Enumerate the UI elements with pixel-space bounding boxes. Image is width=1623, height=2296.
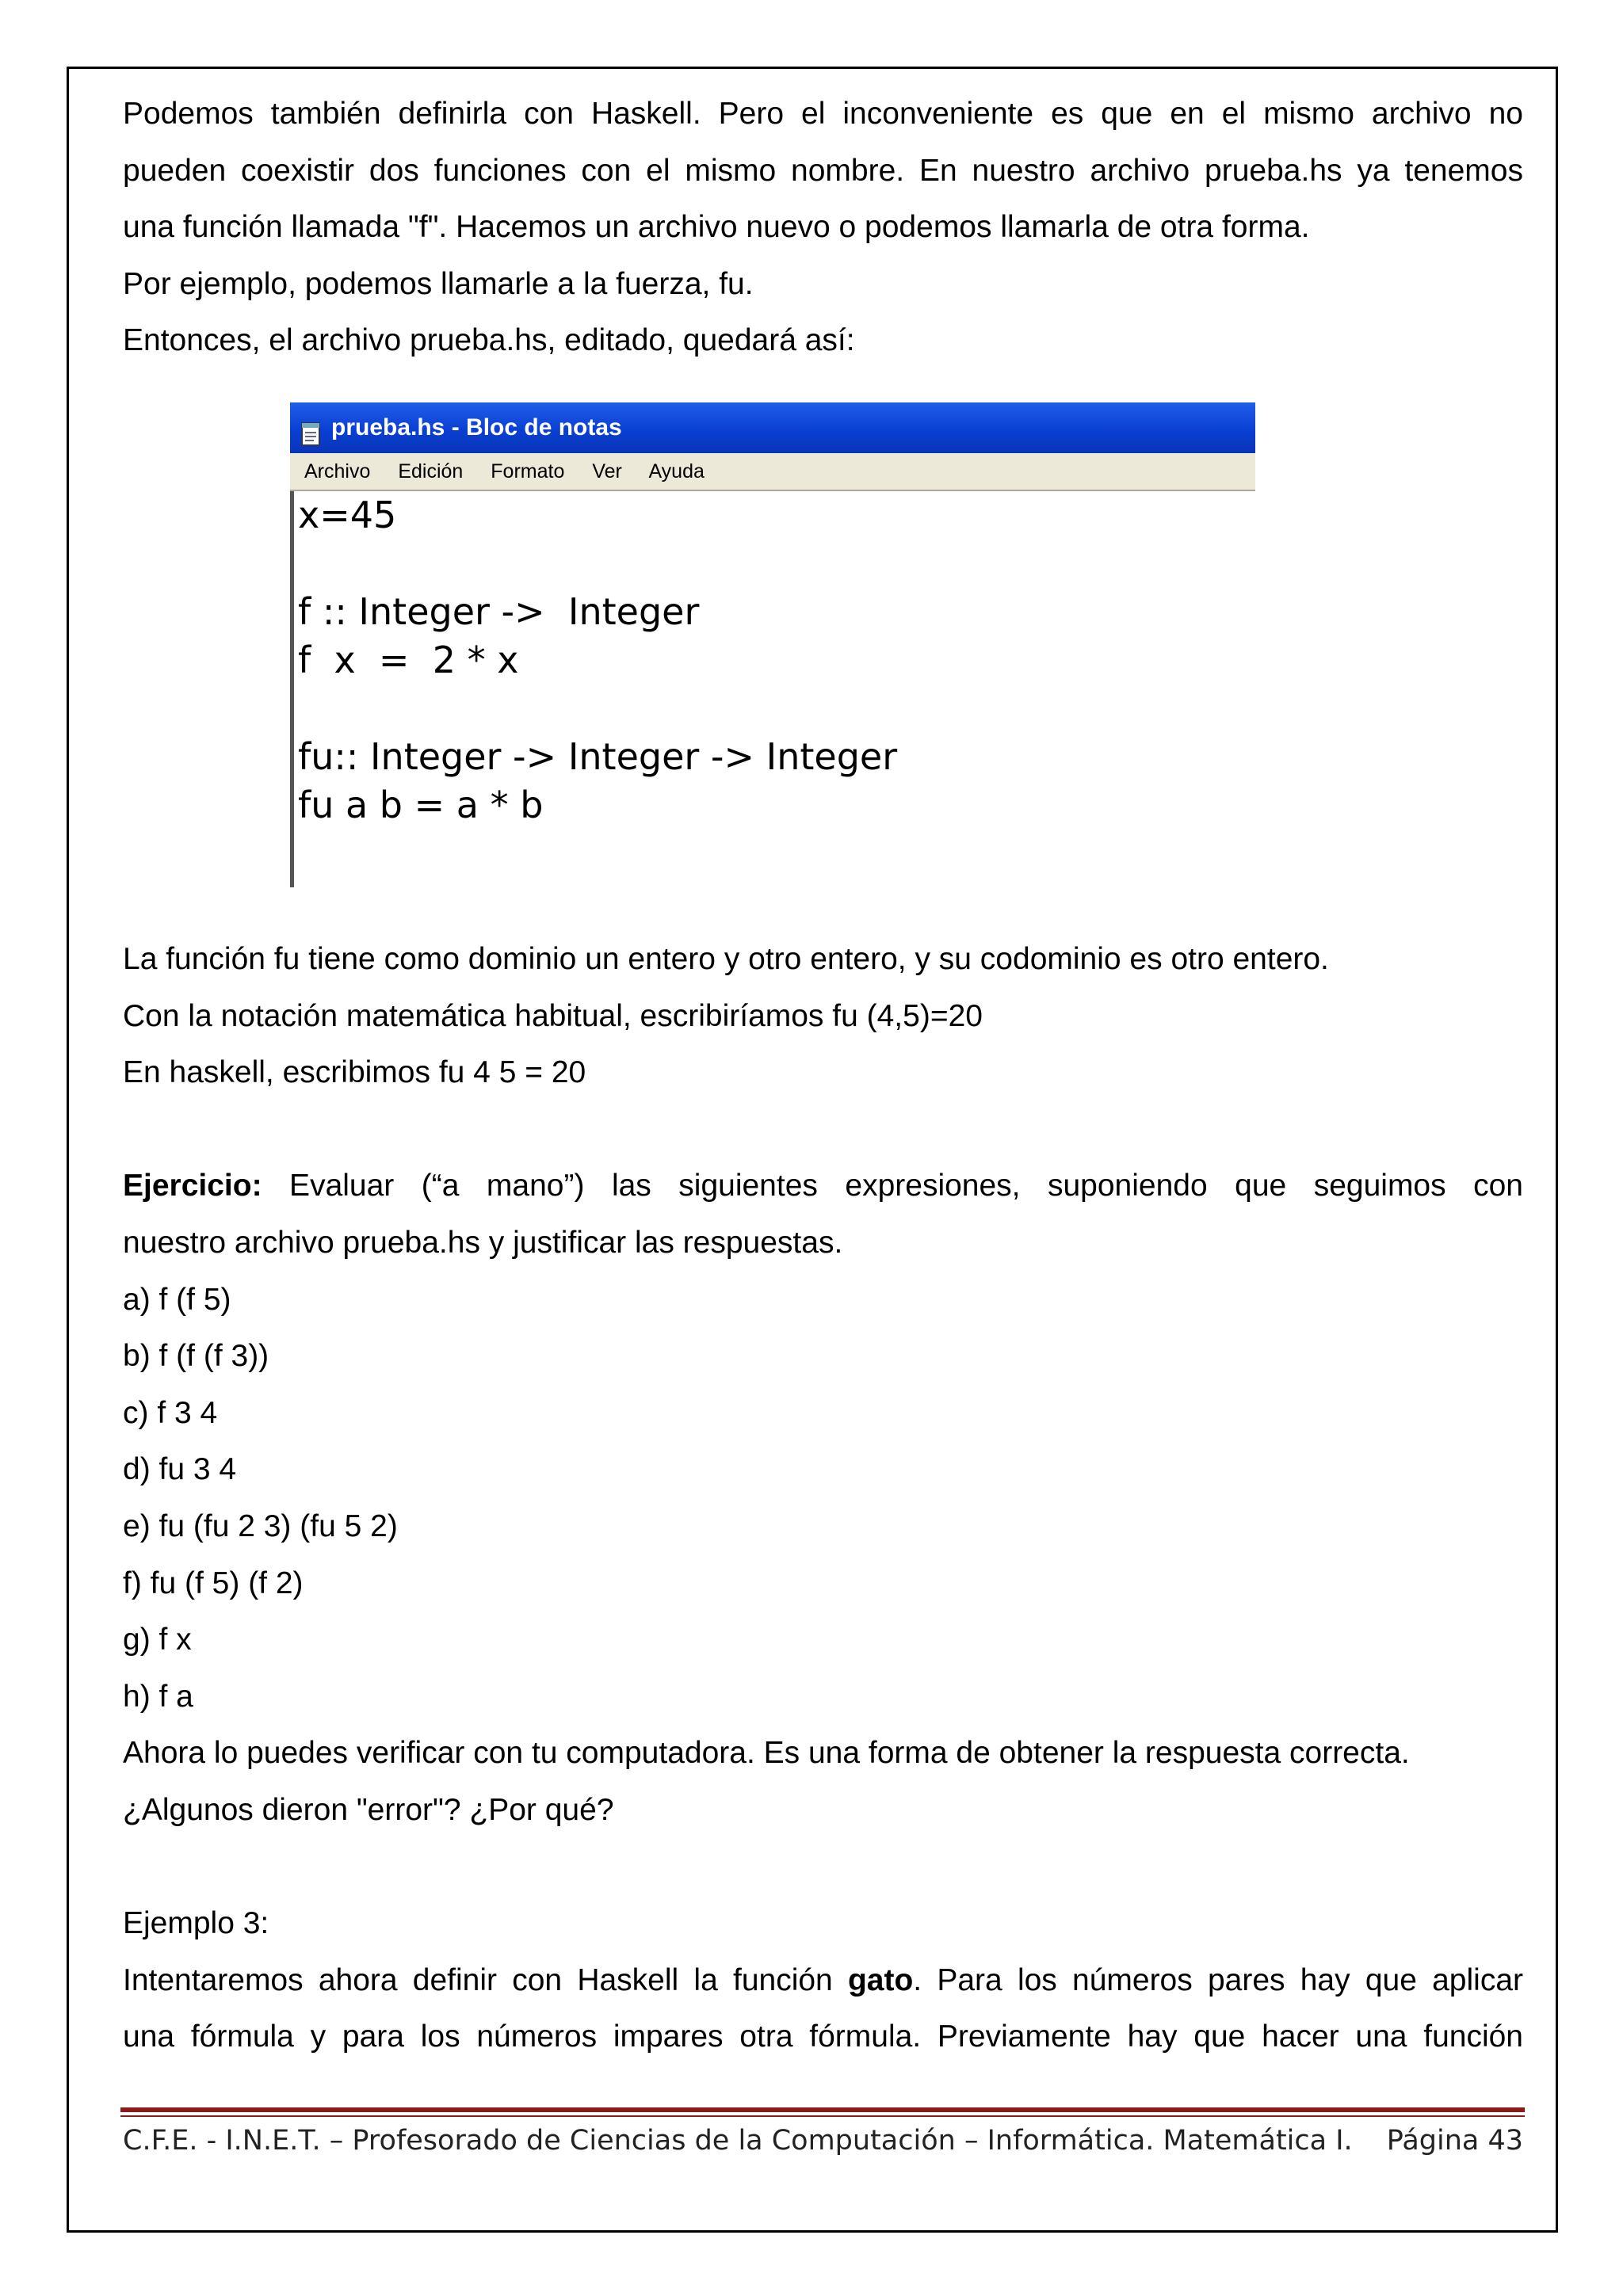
paragraph-line: ¿Algunos dieron "error"? ¿Por qué? (123, 1792, 614, 1827)
footer-rule (120, 2115, 1525, 2117)
footer-rule (120, 2107, 1525, 2112)
menu-edicion[interactable]: Edición (398, 460, 464, 482)
exercise-item: e) fu (fu 2 3) (fu 5 2) (123, 1508, 398, 1543)
exercise-item: h) f a (123, 1679, 193, 1714)
notepad-title-bar (290, 402, 1255, 453)
notepad-icon (300, 414, 323, 441)
code-line: fu:: Integer -> Integer -> Integer (298, 735, 898, 778)
notepad-screenshot (290, 402, 1255, 887)
paragraph-line: En haskell, escribimos fu 4 5 = 20 (123, 1055, 586, 1090)
paragraph-line: Con la notación matemática habitual, escribiríamos fu (4,5)=20 (123, 998, 983, 1033)
menu-ver[interactable]: Ver (592, 460, 622, 482)
exercise-item: c) f 3 4 (123, 1395, 218, 1430)
menu-ayuda[interactable]: Ayuda (648, 460, 705, 482)
code-line (298, 540, 897, 588)
notepad-editor[interactable] (290, 491, 1255, 887)
editor-edge (290, 491, 294, 887)
code-line: f :: Integer -> Integer (298, 590, 700, 633)
text-block-intro (123, 86, 1523, 369)
exercise-item: d) fu 3 4 (123, 1452, 237, 1487)
paragraph-line: Por ejemplo, podemos llamarle a la fuerza, fu. (123, 266, 754, 301)
paragraph-line: Intentaremos ahora definir con Haskell la función gato. Para los números pares hay que aplicar (123, 1962, 1523, 1997)
paragraph-line: una función llamada "f". Hacemos un archivo nuevo o podemos llamarla de otra forma. (123, 210, 1310, 245)
footer-text: C.F.E. - I.N.E.T. – Profesorado de Ciencias de la Computación – Informática. Matemática I. (123, 2125, 1353, 2157)
notepad-menu-bar (290, 453, 1255, 491)
notepad-title: prueba.hs - Bloc de notas (331, 414, 622, 441)
exercise-intro: Ejercicio: Evaluar (“a mano”) las siguientes expresiones, suponiendo que seguimos con (123, 1169, 1523, 1203)
code-line: f x = 2 * x (298, 639, 519, 681)
code-line (298, 685, 897, 733)
text-block-main (123, 931, 1523, 2065)
menu-formato[interactable]: Formato (491, 460, 565, 482)
paragraph-line: pueden coexistir dos funciones con el mismo nombre. En nuestro archivo prueba.hs ya tenemos (123, 153, 1523, 188)
paragraph-line: Podemos también definirla con Haskell. Pero el inconveniente es que en el mismo archivo no (123, 97, 1523, 131)
page-number: Página 43 (1386, 2125, 1523, 2157)
exercise-item: g) f x (123, 1623, 192, 1657)
code-text (298, 491, 897, 830)
exercise-item: a) f (f 5) (123, 1282, 231, 1317)
code-line: fu a b = a * b (298, 784, 544, 826)
example-heading: Ejemplo 3: (123, 1906, 269, 1941)
paragraph-line: Entonces, el archivo prueba.hs, editado, quedará así: (123, 323, 855, 358)
exercise-label: Ejercicio: (123, 1169, 262, 1203)
paragraph-line: La función fu tiene como dominio un entero y otro entero, y su codominio es otro entero. (123, 942, 1329, 976)
page-footer (123, 2125, 1523, 2157)
code-line: x=45 (298, 494, 397, 536)
exercise-item: f) fu (f 5) (f 2) (123, 1566, 304, 1600)
paragraph-line: nuestro archivo prueba.hs y justificar las respuestas. (123, 1225, 843, 1260)
paragraph-line: Ahora lo puedes verificar con tu computadora. Es una forma de obtener la respuesta correcta. (123, 1736, 1410, 1771)
paragraph-line: una fórmula y para los números impares otra fórmula. Previamente hay que hacer una función (123, 2019, 1523, 2054)
menu-archivo[interactable]: Archivo (304, 460, 371, 482)
exercise-item: b) f (f (f 3)) (123, 1339, 269, 1374)
